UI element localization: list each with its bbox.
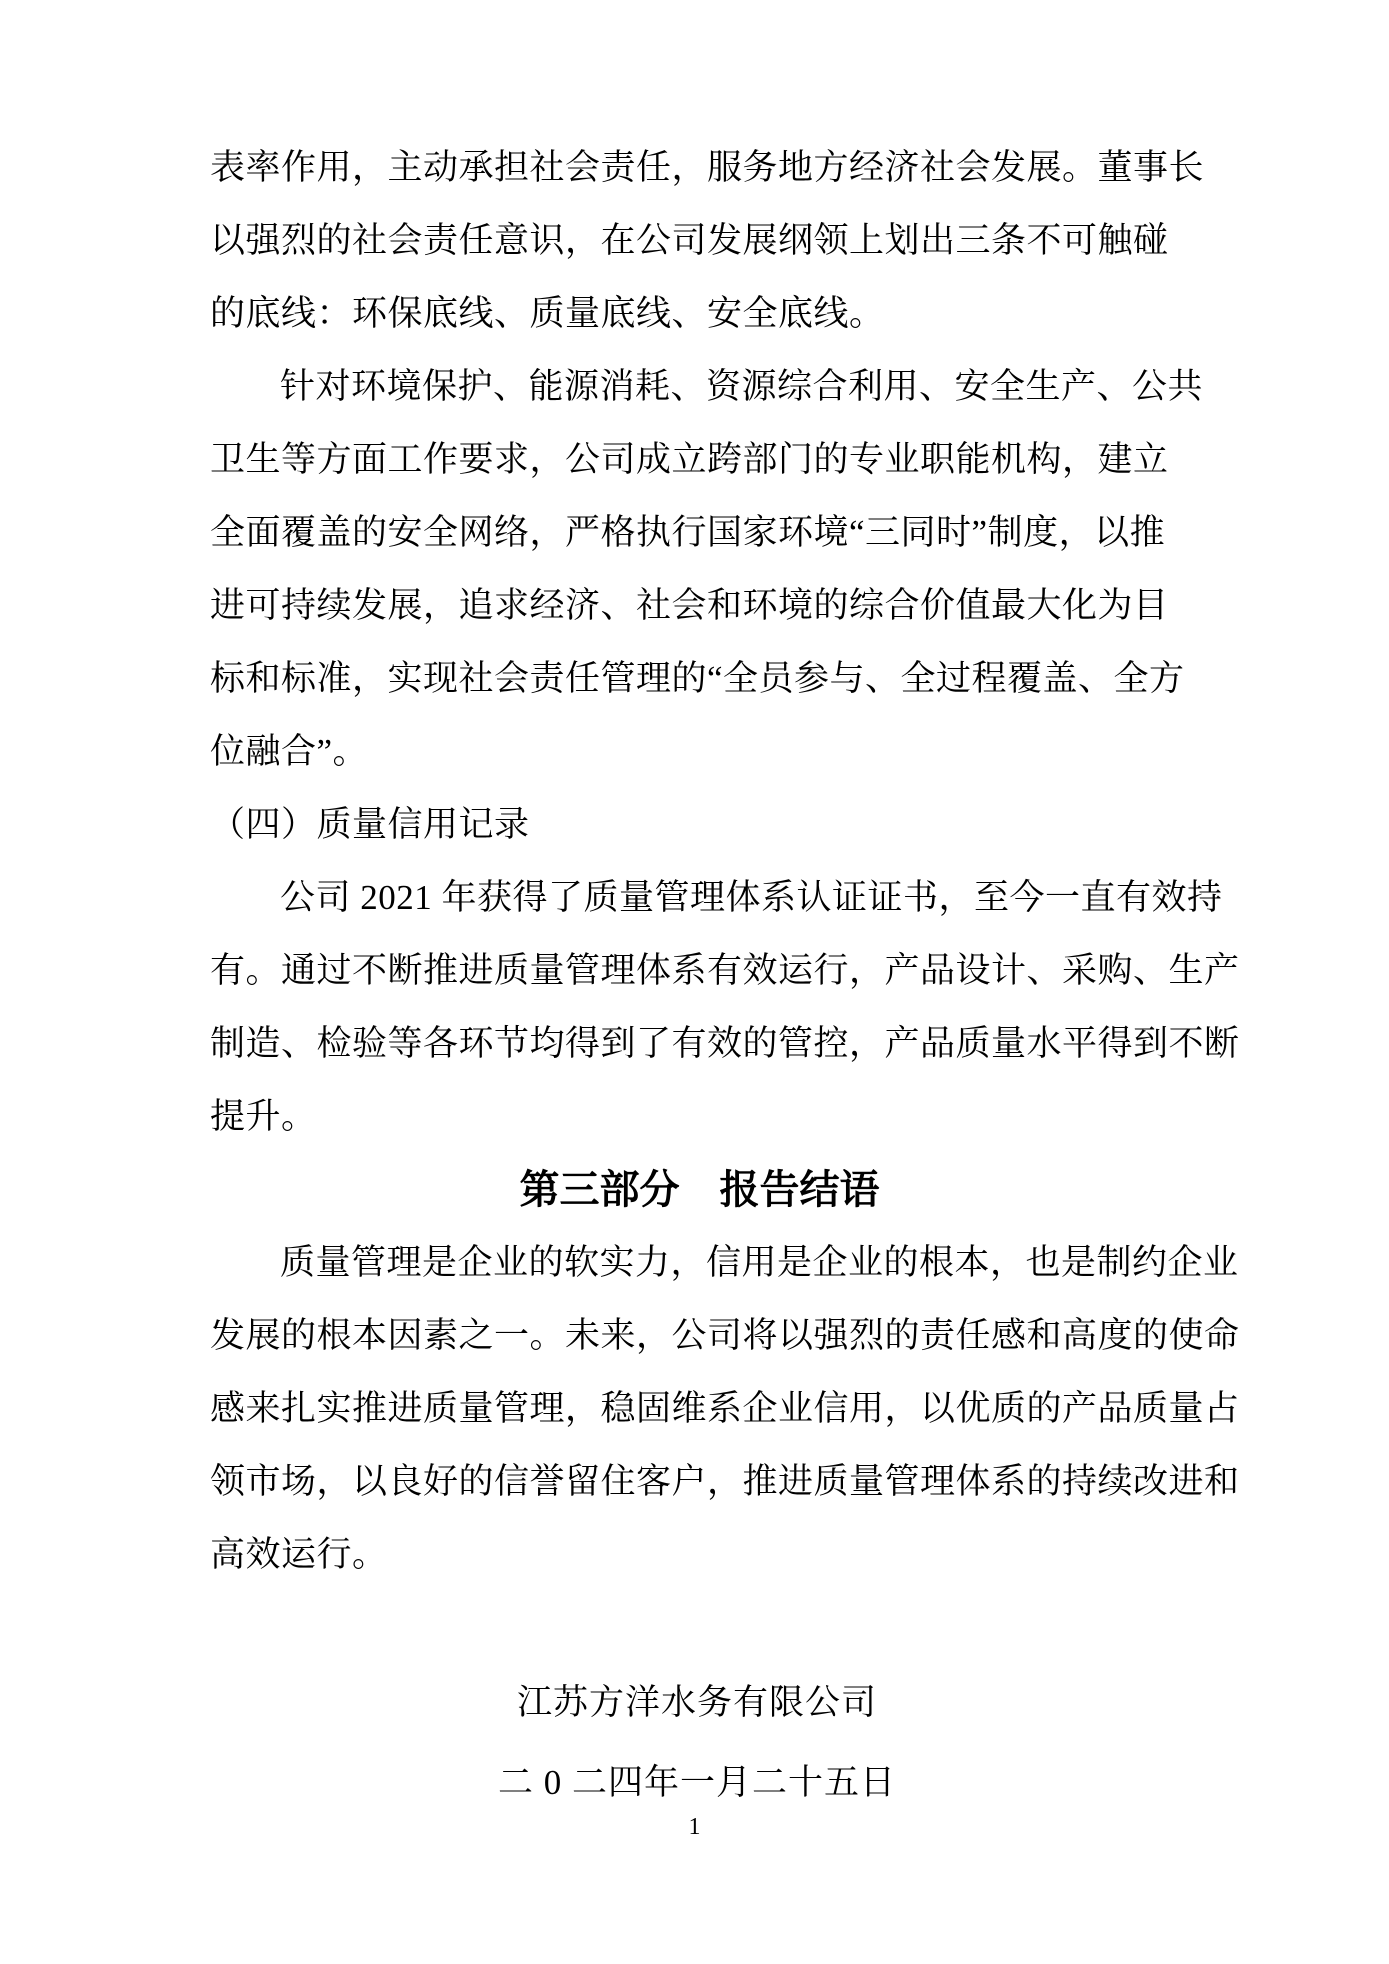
text-line: 全面覆盖的安全网络，严格执行国家环境“三同时”制度，以推 (210, 513, 1166, 552)
text-line: 制造、检验等各环节均得到了有效的管控，产品质量水平得到不断 (210, 1024, 1240, 1063)
text-line: 以强烈的社会责任意识，在公司发展纲领上划出三条不可触碰 (210, 221, 1169, 260)
text-line: 发展的根本因素之一。未来，公司将以强烈的责任感和高度的使命 (210, 1316, 1240, 1355)
page-number: 1 (688, 1814, 701, 1840)
text-line: 进可持续发展，追求经济、社会和环境的综合价值最大化为目 (210, 586, 1169, 625)
text-line: 有。通过不断推进质量管理体系有效运行，产品设计、采购、生产 (210, 951, 1240, 990)
subsection-heading: （四）质量信用记录 (210, 805, 530, 844)
text-line: 标和标准，实现社会责任管理的“全员参与、全过程覆盖、全方 (210, 659, 1185, 698)
text-line: 领市场，以良好的信誉留住客户，推进质量管理体系的持续改进和 (210, 1462, 1240, 1501)
text-line: 提升。 (210, 1097, 317, 1136)
text-line: 感来扎实推进质量管理，稳固维系企业信用，以优质的产品质量占 (210, 1389, 1240, 1428)
signature-company: 江苏方洋水务有限公司 (516, 1683, 877, 1722)
text-line: 公司 2021 年获得了质量管理体系认证证书，至今一直有效持 (280, 878, 1223, 917)
text-line: 质量管理是企业的软实力，信用是企业的根本，也是制约企业 (280, 1243, 1239, 1282)
text-line: 表率作用，主动承担社会责任，服务地方经济社会发展。董事长 (210, 148, 1205, 187)
signature-date: 二 0 二四年一月二十五日 (497, 1763, 896, 1802)
text-line: 高效运行。 (210, 1535, 388, 1574)
text-line: 卫生等方面工作要求，公司成立跨部门的专业职能机构，建立 (210, 440, 1169, 479)
signature-block (498, 1663, 896, 1823)
text-line: 的底线：环保底线、质量底线、安全底线。 (210, 294, 885, 333)
section-heading: 第三部分 报告结语 (519, 1167, 880, 1212)
text-line: 位融合”。 (210, 732, 369, 771)
text-line: 针对环境保护、能源消耗、资源综合利用、安全生产、公共 (280, 367, 1204, 406)
